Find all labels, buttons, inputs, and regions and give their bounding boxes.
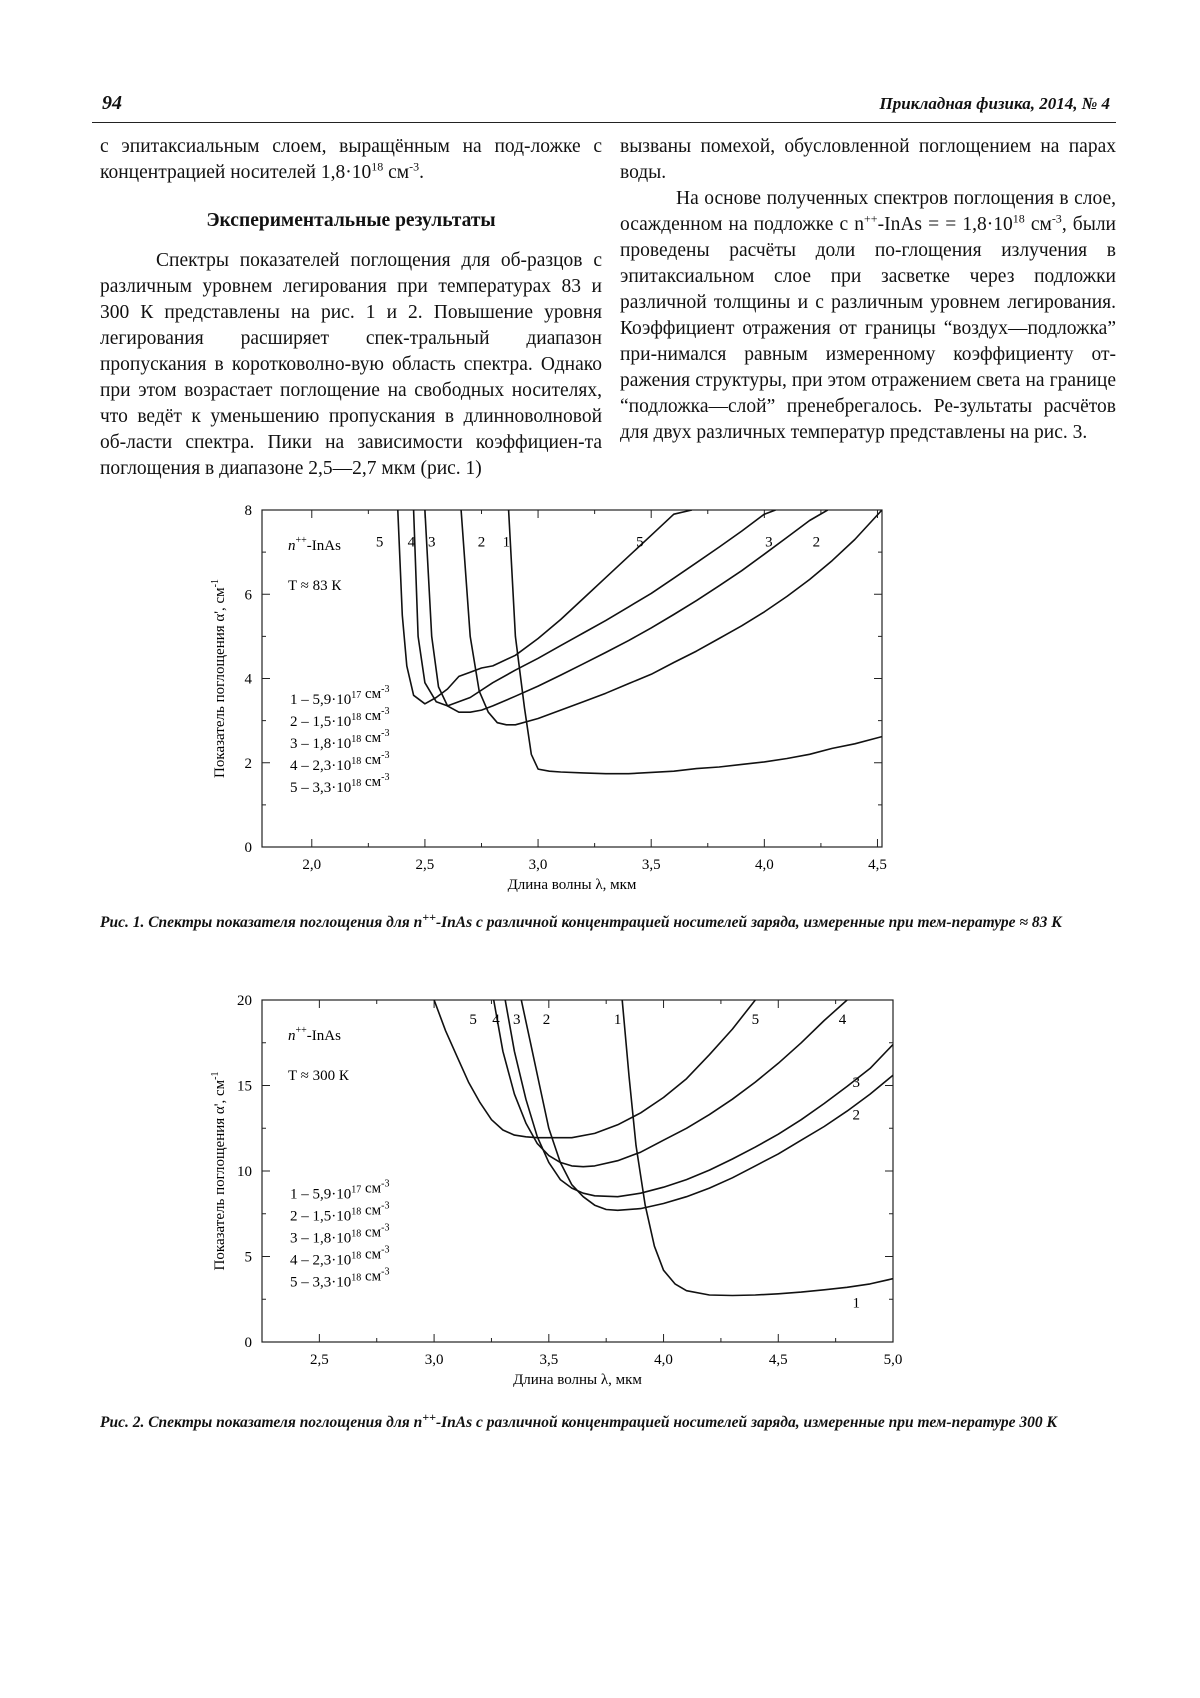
y-tick-label: 15 (237, 1078, 252, 1095)
journal-title: Прикладная физика, 2014, № 4 (879, 94, 1110, 113)
material-annotation: n++-InAs (288, 535, 341, 554)
y-tick-label: 2 (244, 755, 252, 772)
x-axis-label: Длина волны λ, мкм (513, 1372, 642, 1388)
series-line-5 (434, 1000, 755, 1138)
x-tick-label: 4,0 (654, 1352, 673, 1368)
legend-entry: $5 - 3,3\cdot 10^{18}$ $см^{-3}$ (290, 1266, 390, 1291)
series-group (434, 1000, 893, 1296)
curve-label: 3 (852, 1075, 861, 1092)
y-tick-label: 4 (244, 671, 252, 688)
curve-label: 2 (812, 534, 821, 551)
legend-entry: $2 - 1,5\cdot 10^{18}$ $см^{-3}$ (290, 705, 390, 730)
curve-label: 1 (502, 534, 511, 551)
curve-label: 3 (512, 1011, 521, 1028)
curve-label: 3 (427, 534, 436, 551)
legend-entry: $5 - 3,3\cdot 10^{18}$ $см^{-3}$ (290, 771, 390, 796)
x-tick-label: 5,0 (883, 1352, 903, 1368)
paragraph-calculation: На основе полученных спектров поглощения в слое, осажденном на подложке с n++-InAs = = $1,8\cdot 10^{18}$ $см^{-3}$, были проведены расчёты доли по-глощения излучения в эпитаксиальном слое при засветке через подложки различной толщины и с различным уровнем легирования. Коэффициент отражения от границы “воздух—подложка” при-нимался равным измеренному коэффициенту от-ражения структуры, при этом отражением света на границе “подложка—слой” пренебрегалось. Ре-зультаты расчётов для двух различных температур представлены на рис. 3. (620, 188, 1116, 443)
curve-label: 4 (492, 1011, 500, 1028)
section-heading: Экспериментальные результаты (206, 210, 496, 231)
y-tick-label: 5 (244, 1249, 252, 1266)
x-tick-label: 2,0 (302, 857, 322, 873)
series-line-1 (509, 510, 882, 774)
y-axis-label: Показатель поглощения α', $см^{-1}$ (210, 579, 228, 778)
material-annotation: n++-InAs (288, 1025, 341, 1044)
legend-entry: $1 - 5,9\cdot 10^{17}$ $см^{-3}$ (290, 683, 390, 708)
curve-label: 5 (636, 534, 644, 551)
curve-label: 4 (407, 534, 416, 551)
y-tick-label: 0 (244, 840, 252, 856)
figure-2-caption: Рис. 2. Спектры показателя поглощения для n++-InAs с различной концентрацией носителей заряда, измеренные при тем-пературе 300 К (100, 1409, 1058, 1431)
y-tick-label: 10 (237, 1164, 252, 1180)
series-line-1 (622, 1000, 893, 1296)
y-tick-label: 20 (237, 993, 252, 1009)
legend-entry: $4 - 2,3\cdot 10^{18}$ $см^{-3}$ (290, 1244, 390, 1269)
curve-label: 1 (613, 1011, 622, 1028)
legend-entry: $3 - 1,8\cdot 10^{18}$ $см^{-3}$ (290, 1222, 390, 1247)
plot-frame (262, 510, 882, 847)
curve-label: 5 (469, 1011, 477, 1028)
x-tick-label: 3,0 (424, 1352, 444, 1368)
series-line-2 (521, 1000, 893, 1210)
legend-entry: $2 - 1,5\cdot 10^{18}$ $см^{-3}$ (290, 1200, 390, 1225)
figure-1-chart (0, 500, 1200, 910)
curve-label: 2 (542, 1011, 551, 1028)
curve-label: 2 (852, 1107, 861, 1124)
x-tick-label: 2,5 (415, 857, 435, 873)
x-tick-label: 4,5 (768, 1352, 788, 1368)
legend-entry: $1 - 5,9\cdot 10^{17}$ $см^{-3}$ (290, 1178, 390, 1203)
curve-label: 3 (765, 534, 773, 551)
curve-label: 4 (838, 1011, 847, 1028)
curve-label: 5 (375, 534, 384, 551)
running-header (92, 88, 1116, 123)
figure-2-chart (0, 990, 1200, 1400)
paragraph-results: Спектры показателей поглощения для об-разцов с различным уровнем легирования при температурах 83 и 300 К представлены на рис. 1 и 2. Повышение уровня легирования расширяет спек-тральный диапазон пропускания в коротковолно-вую область спектра. Однако при этом возрастает поглощение на свободных носителях, что ведёт к уменьшению пропускания в длинноволновой об-ласти спектра. Пики на зависимости коэффициен-та поглощения в диапазоне 2,5—2,7 мкм (рис. 1) (100, 250, 602, 479)
plot-frame (262, 1000, 893, 1342)
legend-entry: $3 - 1,8\cdot 10^{18}$ $см^{-3}$ (290, 727, 390, 752)
curve-label: 5 (751, 1011, 760, 1028)
temperature-annotation: T ≈ 83 К (288, 578, 342, 594)
paragraph-intro-end: с эпитаксиальным слоем, выращённым на под-ложке с концентрацией носителей $1,8\cdot 10^{18}$ $см^{-3}$. (100, 136, 602, 183)
curve-label: 1 (852, 1295, 861, 1312)
x-tick-label: 3,0 (528, 857, 548, 873)
x-tick-label: 3,5 (641, 857, 661, 873)
curve-label: 2 (477, 534, 486, 551)
y-tick-label: 6 (244, 587, 252, 604)
x-tick-label: 4,5 (868, 857, 887, 873)
page-number: 94 (102, 92, 122, 114)
x-tick-label: 3,5 (539, 1352, 559, 1368)
temperature-annotation: T ≈ 300 К (288, 1068, 349, 1084)
y-tick-label: 8 (244, 503, 252, 519)
x-axis-label: Длина волны λ, мкм (507, 877, 637, 893)
left-column (100, 134, 602, 482)
x-tick-label: 4,0 (754, 857, 774, 873)
x-tick-label: 2,5 (309, 1352, 329, 1368)
y-tick-label: 0 (244, 1335, 252, 1351)
series-line-5 (398, 510, 692, 704)
legend-entry: $4 - 2,3\cdot 10^{18}$ $см^{-3}$ (290, 749, 390, 774)
y-axis-label: Показатель поглощения α', $см^{-1}$ (210, 1071, 228, 1271)
right-column (620, 134, 1116, 446)
figure-1-caption: Рис. 1. Спектры показателя поглощения для n++-InAs с различной концентрацией носителей заряда, измеренные при тем-пературе ≈ 83 К (100, 909, 1062, 931)
paragraph-continuation: вызваны помехой, обусловленной поглощением на парах воды. (620, 136, 1116, 183)
